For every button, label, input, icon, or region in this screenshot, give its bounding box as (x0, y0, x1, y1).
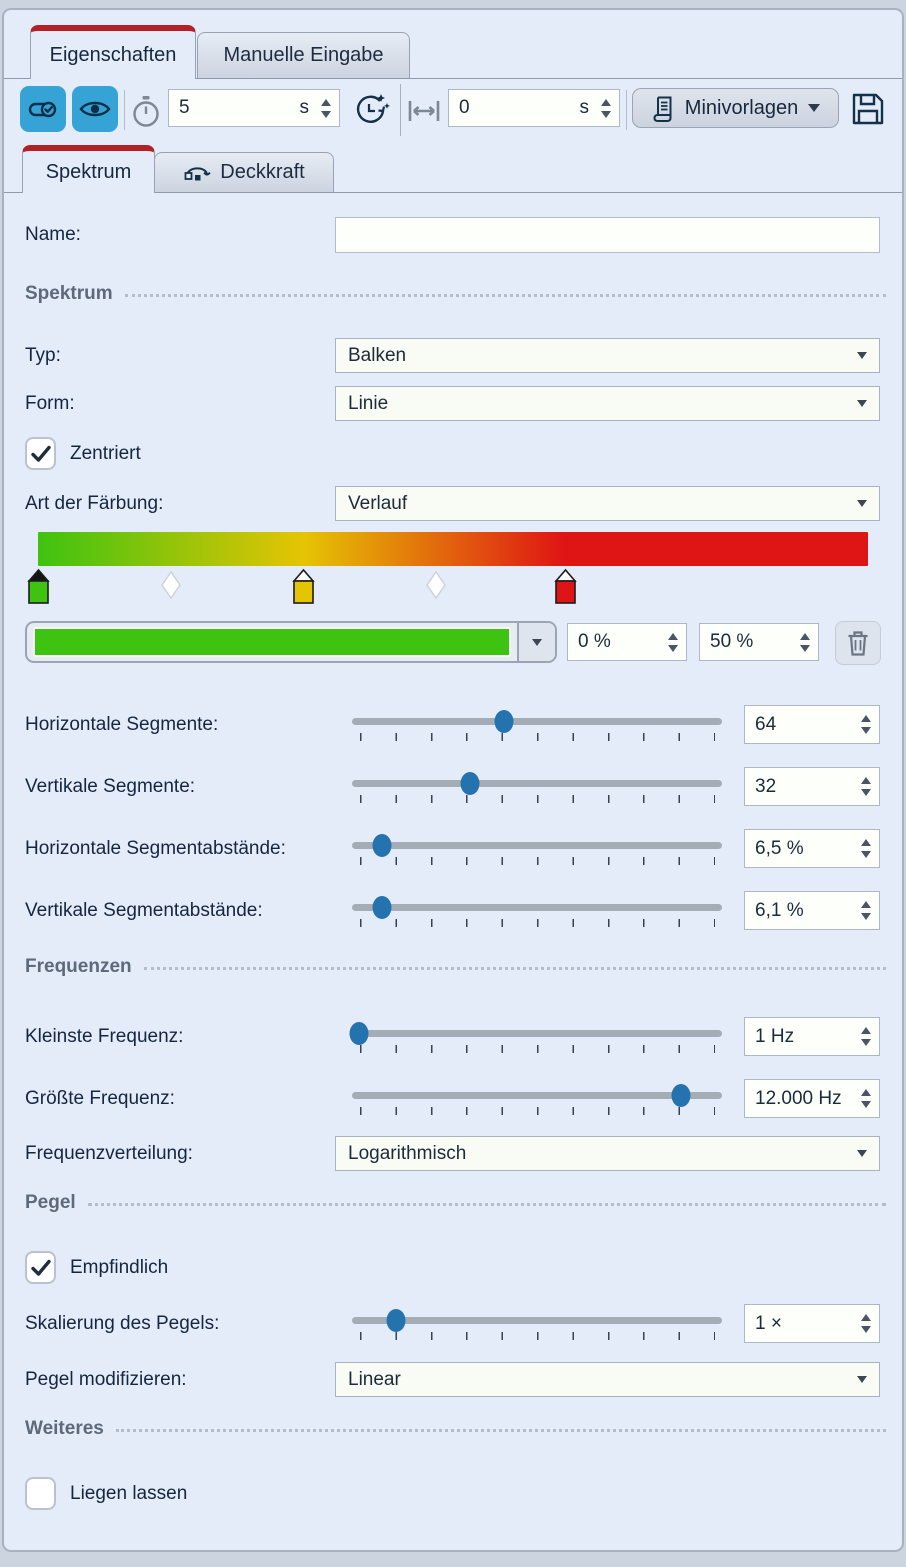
slider-track[interactable] (352, 1092, 722, 1099)
stopwatch-icon (130, 94, 162, 130)
typ-select[interactable] (335, 338, 880, 373)
zentriert-label: Zentriert (70, 442, 141, 464)
slider-ticks (360, 733, 715, 741)
slider-handle[interactable] (372, 896, 391, 919)
chevron-down-icon (857, 500, 867, 507)
chevron-down-icon (808, 104, 820, 112)
color-swatch-select[interactable] (25, 621, 557, 663)
tab-manuelle-eingabe-label: Manuelle Eingabe (223, 44, 384, 66)
frequenzverteilung-select[interactable] (335, 1136, 880, 1171)
tab-manuelle-eingabe[interactable] (197, 32, 410, 78)
swatch-dropdown[interactable] (517, 623, 555, 661)
tab-deckkraft[interactable] (154, 152, 334, 192)
chevron-down-icon (857, 400, 867, 407)
gradient-stops-zone (38, 568, 868, 608)
typ-value: Balken (348, 344, 407, 366)
level-scale-label: Skalierung des Pegels: (25, 1313, 220, 1334)
slider-ticks (360, 919, 715, 927)
chevron-down-icon (532, 639, 542, 646)
frequenzverteilung-label: Frequenzverteilung: (25, 1143, 193, 1164)
slider-ticks (360, 1332, 715, 1340)
v-segments-slider[interactable] (352, 770, 722, 802)
check-icon (30, 444, 52, 464)
spin-up-icon[interactable] (861, 1027, 871, 1034)
zentriert-checkbox[interactable] (25, 437, 141, 470)
stop-midpoint-arrows[interactable] (798, 633, 812, 652)
min-freq-value: 1 Hz (755, 1025, 795, 1047)
toolbar-separator-2 (400, 84, 401, 136)
h-segments-label: Horizontale Segmente: (25, 714, 219, 735)
gradient-stop-yellow[interactable] (290, 568, 317, 606)
max-freq-value: 12.000 Hz (755, 1087, 842, 1109)
visibility-button[interactable] (72, 86, 118, 132)
section-rule (116, 1429, 886, 1432)
spin-up-icon[interactable] (861, 715, 871, 722)
offset-spinbox[interactable] (448, 89, 620, 127)
save-button[interactable] (850, 91, 886, 127)
liegen-lassen-checkbox[interactable] (25, 1477, 187, 1510)
checkbox-box[interactable] (25, 437, 56, 470)
spin-down-icon[interactable] (800, 645, 810, 652)
tab-eigenschaften-label: Eigenschaften (49, 43, 177, 66)
v-segments-spinbox[interactable] (744, 767, 880, 806)
spin-down-icon[interactable] (861, 1039, 871, 1046)
spin-down-icon[interactable] (321, 111, 331, 118)
check-icon (30, 1258, 52, 1278)
toggle-enabled-button[interactable] (20, 86, 66, 132)
level-scale-value: 1 × (755, 1312, 782, 1334)
spin-arrows[interactable] (859, 1027, 873, 1046)
pegel-modifizieren-value: Linear (348, 1368, 401, 1390)
gradient-midpoint-2[interactable] (425, 570, 447, 600)
offset-spin-arrows[interactable] (599, 99, 613, 118)
spin-up-icon[interactable] (601, 99, 611, 106)
section-pegel-title: Pegel (25, 1192, 76, 1213)
frequenzverteilung-value: Logarithmisch (348, 1142, 467, 1164)
h-gaps-label: Horizontale Segmentabstände: (25, 838, 286, 859)
properties-panel (2, 8, 904, 1552)
minivorlagen-label: Minivorlagen (684, 96, 799, 119)
faerbung-label: Art der Färbung: (25, 493, 164, 514)
v-gaps-spinbox[interactable] (744, 891, 880, 930)
stop-position-arrows[interactable] (666, 633, 680, 652)
spin-down-icon[interactable] (861, 913, 871, 920)
duration-spin-arrows[interactable] (319, 99, 333, 118)
v-gaps-value: 6,1 % (755, 899, 804, 921)
min-freq-slider[interactable] (352, 1020, 722, 1052)
h-segments-spinbox[interactable] (744, 705, 880, 744)
slider-track[interactable] (352, 780, 722, 787)
section-frequenzen (25, 955, 886, 979)
spin-down-icon[interactable] (861, 789, 871, 796)
section-spektrum-title: Spektrum (25, 283, 113, 304)
typ-label: Typ: (25, 345, 61, 366)
offset-unit: s (579, 97, 589, 118)
level-scale-spinbox[interactable] (744, 1304, 880, 1343)
liegen-lassen-label: Liegen lassen (70, 1482, 188, 1504)
width-icon (406, 98, 442, 124)
spin-arrows[interactable] (859, 839, 873, 858)
spin-up-icon[interactable] (861, 839, 871, 846)
spin-arrows[interactable] (859, 777, 873, 796)
pegel-modifizieren-select[interactable] (335, 1362, 880, 1397)
spin-down-icon[interactable] (861, 727, 871, 734)
stop-position-value: 0 % (578, 631, 611, 652)
spin-arrows[interactable] (859, 901, 873, 920)
duration-unit: s (299, 97, 309, 118)
h-segments-value: 64 (755, 713, 777, 735)
spin-up-icon[interactable] (800, 633, 810, 640)
h-gaps-value: 6,5 % (755, 837, 804, 859)
spin-down-icon[interactable] (601, 111, 611, 118)
level-scale-slider[interactable] (352, 1307, 722, 1339)
name-input[interactable] (335, 217, 880, 253)
eye-icon (78, 92, 112, 126)
name-label: Name: (25, 224, 81, 245)
spin-down-icon[interactable] (861, 1326, 871, 1333)
spin-up-icon[interactable] (861, 777, 871, 784)
max-freq-slider[interactable] (352, 1082, 722, 1114)
section-rule (88, 1203, 886, 1206)
slider-track[interactable] (352, 1030, 722, 1037)
stop-midpoint-value: 50 % (710, 631, 754, 652)
slider-track[interactable] (352, 904, 722, 911)
v-gaps-label: Vertikale Segmentabstände: (25, 900, 263, 921)
h-gaps-slider[interactable] (352, 832, 722, 864)
max-freq-spinbox[interactable] (744, 1079, 880, 1118)
color-swatch (33, 627, 511, 657)
form-select[interactable] (335, 386, 880, 421)
tab-deckkraft-label: Deckkraft (220, 161, 305, 183)
tab-spektrum-label: Spektrum (45, 160, 132, 183)
slider-track[interactable] (352, 1317, 722, 1324)
spin-up-icon[interactable] (861, 1089, 871, 1096)
section-weiteres (25, 1417, 886, 1441)
faerbung-select[interactable] (335, 486, 880, 521)
section-pegel (25, 1191, 886, 1215)
stop-midpoint-spinbox[interactable] (699, 623, 819, 661)
tab-eigenschaften[interactable] (30, 25, 196, 79)
faerbung-value: Verlauf (348, 492, 408, 514)
stop-position-spinbox[interactable] (567, 623, 687, 661)
toolbar-separator-1 (124, 90, 125, 130)
spin-arrows[interactable] (859, 1089, 873, 1108)
empfindlich-checkbox[interactable] (25, 1251, 168, 1284)
section-spektrum (25, 282, 886, 306)
animated-property-icon (183, 160, 211, 186)
slider-handle[interactable] (350, 1022, 369, 1045)
spin-arrows[interactable] (859, 1314, 873, 1333)
pegel-modifizieren-label: Pegel modifizieren: (25, 1369, 187, 1390)
spin-down-icon[interactable] (668, 645, 678, 652)
min-freq-spinbox[interactable] (744, 1017, 880, 1056)
checkbox-box[interactable] (25, 1251, 56, 1284)
v-gaps-slider[interactable] (352, 894, 722, 926)
slider-track[interactable] (352, 842, 722, 849)
animate-duration-icon (350, 90, 390, 130)
form-label: Form: (25, 393, 75, 414)
slider-handle[interactable] (387, 1309, 406, 1332)
min-freq-label: Kleinste Frequenz: (25, 1026, 184, 1047)
slider-handle[interactable] (494, 710, 513, 733)
toggle-check-icon (27, 93, 59, 125)
gradient-bar[interactable] (38, 532, 868, 566)
empfindlich-label: Empfindlich (70, 1256, 169, 1278)
trash-icon (845, 628, 871, 658)
duration-spinbox[interactable] (168, 89, 340, 127)
spin-up-icon[interactable] (861, 1314, 871, 1321)
slider-ticks (360, 1045, 715, 1053)
chevron-down-icon (857, 1150, 867, 1157)
h-segments-slider[interactable] (352, 708, 722, 740)
duration-value: 5 (179, 97, 190, 118)
h-gaps-spinbox[interactable] (744, 829, 880, 868)
v-segments-label: Vertikale Segmente: (25, 776, 196, 797)
chevron-down-icon (857, 1376, 867, 1383)
slider-handle[interactable] (672, 1084, 691, 1107)
gradient-stop-red[interactable] (552, 568, 579, 606)
gradient-stop-green[interactable] (25, 568, 52, 606)
spin-arrows[interactable] (859, 715, 873, 734)
section-rule (144, 967, 886, 970)
spin-up-icon[interactable] (668, 633, 678, 640)
v-segments-value: 32 (755, 775, 777, 797)
slider-ticks (360, 1107, 715, 1115)
spin-up-icon[interactable] (861, 901, 871, 908)
delete-stop-button[interactable] (835, 621, 881, 665)
slider-handle[interactable] (461, 772, 480, 795)
chevron-down-icon (857, 352, 867, 359)
offset-value: 0 (459, 97, 470, 118)
slider-handle[interactable] (372, 834, 391, 857)
minivorlagen-button[interactable] (632, 88, 839, 128)
gradient-midpoint-1[interactable] (160, 570, 182, 600)
section-rule (125, 294, 886, 297)
spin-down-icon[interactable] (861, 1101, 871, 1108)
spin-up-icon[interactable] (321, 99, 331, 106)
slider-ticks (360, 795, 715, 803)
spin-down-icon[interactable] (861, 851, 871, 858)
slider-ticks (360, 857, 715, 865)
max-freq-label: Größte Frequenz: (25, 1088, 175, 1109)
checkbox-box[interactable] (25, 1477, 56, 1510)
form-value: Linie (348, 392, 389, 414)
tab-spektrum[interactable] (22, 145, 155, 193)
section-frequenzen-title: Frequenzen (25, 956, 132, 977)
scroll-icon (651, 95, 675, 122)
toolbar-separator-3 (626, 90, 627, 130)
section-weiteres-title: Weiteres (25, 1418, 104, 1439)
slider-track[interactable] (352, 718, 722, 725)
